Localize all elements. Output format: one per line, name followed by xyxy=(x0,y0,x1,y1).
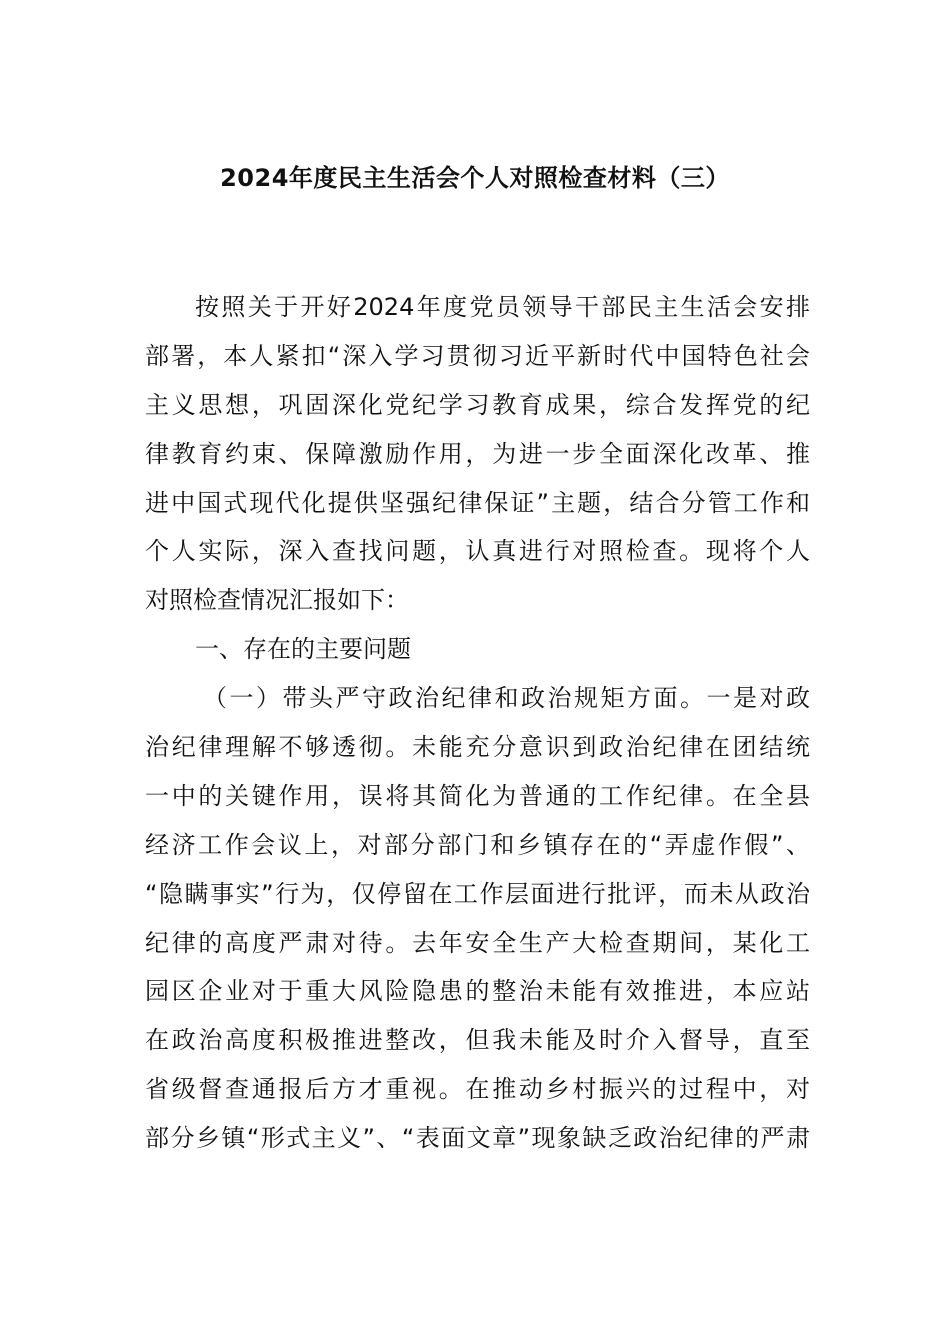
paragraph-line: 在政治高度积极推进整改，但我未能及时介入督导，直至 xyxy=(145,1026,810,1055)
paragraph-line: 进中国式现代化提供坚强纪律保证”主题，结合分管工作和 xyxy=(145,488,810,517)
paragraph-line: 部分乡镇“形式主义”、“表面文章”现象缺乏政治纪律的严肃 xyxy=(145,1124,810,1153)
paragraph-line: “隐瞒事实”行为，仅停留在工作层面进行批评，而未从政治 xyxy=(145,879,810,908)
paragraph-line: 纪律的高度严肃对待。去年安全生产大检查期间，某化工 xyxy=(145,928,810,957)
paragraph-line: （一）带头严守政治纪律和政治规矩方面。一是对政 xyxy=(203,684,810,713)
paragraph-line: 经济工作会议上，对部分部门和乡镇存在的“弄虚作假”、 xyxy=(145,830,810,859)
document-body xyxy=(145,283,810,1163)
section-heading: 一、存在的主要问题 xyxy=(195,635,411,664)
document-title: 2024年度民主生活会个人对照检查材料（三） xyxy=(220,164,730,192)
paragraph-line: 一中的关键作用，误将其简化为普通的工作纪律。在全县 xyxy=(145,781,810,810)
paragraph-line: 主义思想，巩固深化党纪学习教育成果，综合发挥党的纪 xyxy=(145,390,810,419)
paragraph-line: 个人实际，深入查找问题，认真进行对照检查。现将个人 xyxy=(145,537,810,566)
paragraph-line: 治纪律理解不够透彻。未能充分意识到政治纪律在团结统 xyxy=(145,733,810,762)
paragraph-line: 对照检查情况汇报如下： xyxy=(145,586,409,615)
paragraph-line: 部署，本人紧扣“深入学习贯彻习近平新时代中国特色社会 xyxy=(145,341,810,370)
paragraph-line: 省级督查通报后方才重视。在推动乡村振兴的过程中，对 xyxy=(145,1075,810,1104)
paragraph-line: 按照关于开好2024年度党员领导干部民主生活会安排 xyxy=(195,293,810,321)
paragraph-line: 园区企业对于重大风险隐患的整治未能有效推进，本应站 xyxy=(145,977,810,1006)
paragraph-line: 律教育约束、保障激励作用，为进一步全面深化改革、推 xyxy=(145,439,810,468)
